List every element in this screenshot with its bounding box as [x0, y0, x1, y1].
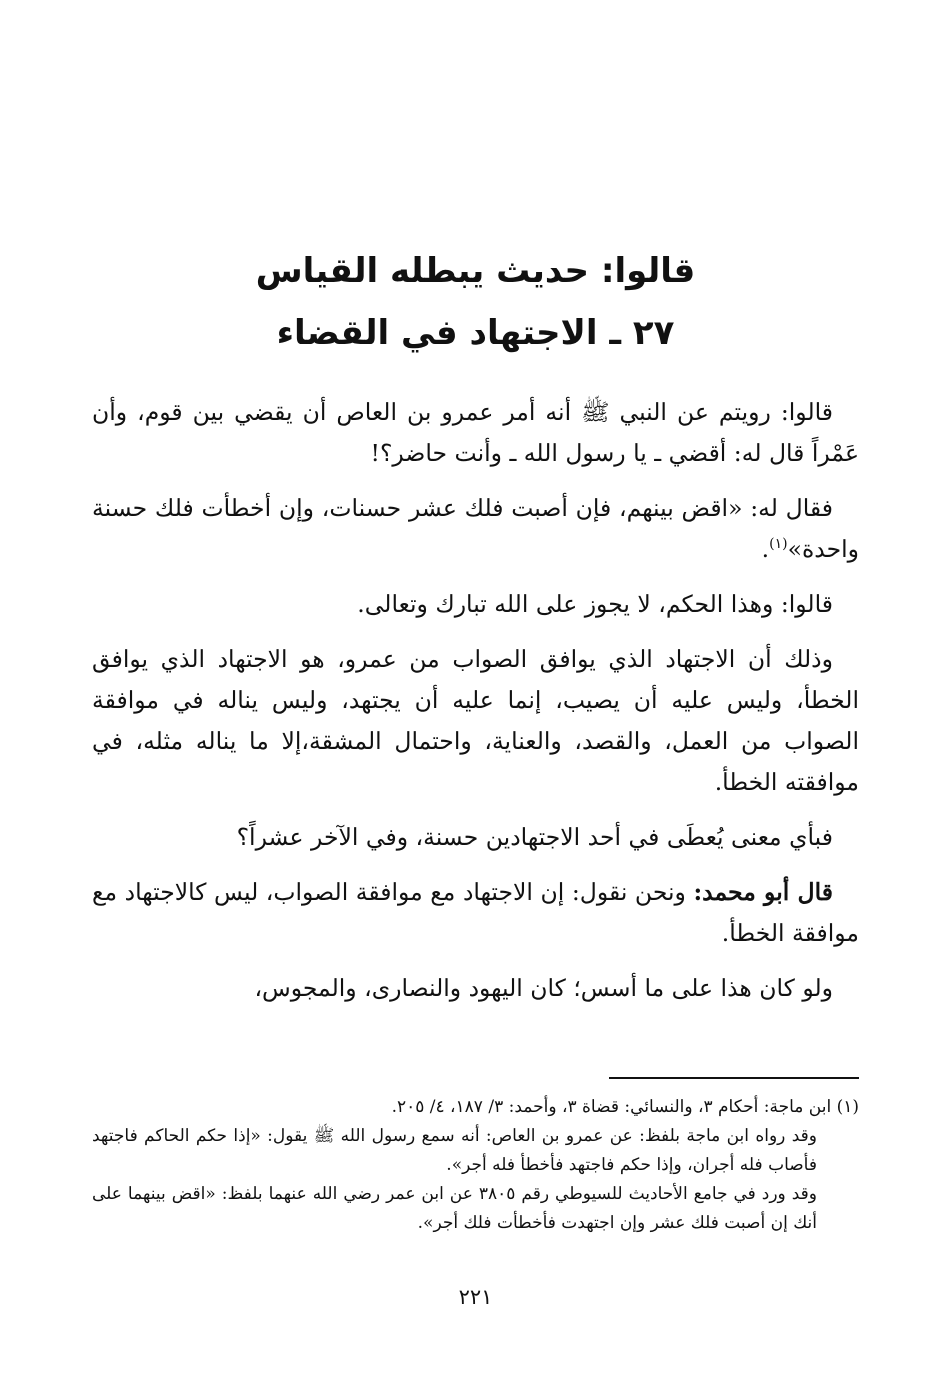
paragraph-2-end: .	[761, 535, 770, 563]
speaker-label: قال أبو محمد:	[693, 878, 833, 906]
paragraph-6	[92, 872, 859, 954]
paragraph-7: ولو كان هذا على ما أسس؛ كان اليهود والنصارى، والمجوس،	[254, 974, 833, 1002]
page-number: ٢٢١	[458, 1285, 493, 1309]
footnotes	[92, 1093, 859, 1238]
body-text	[92, 392, 859, 1023]
footnote-1-continuation-b: وقد ورد في جامع الأحاديث للسيوطي رقم ٣٨٠٥ عن ابن عمر رضي الله عنهما بلفظ: «اقض بينهما على أنك إن أصبت فلك عشر وإن اجتهدت فأخطأت فلك أجر».	[92, 1184, 817, 1233]
headings	[110, 240, 841, 364]
paragraph-2-text: فقال له: «اقض بينهم، فإن أصبت فلك عشر حسنات، وإن أخطأت فلك حسنة واحدة»	[92, 494, 859, 563]
paragraph-4: وذلك أن الاجتهاد الذي يوافق الصواب من عمرو، هو الاجتهاد الذي يوافق الخطأ، وليس عليه أن يصيب، إنما عليه أن يجتهد، وليس يناله في موافقة الصواب من العمل، والقصد، والعناية، واحتمال المشقة،إلا ما يناله مثله، في موافقته الخطأ.	[92, 645, 859, 796]
footnote-1-continuation-a: وقد رواه ابن ماجة بلفظ: عن عمرو بن العاص: أنه سمع رسول الله ﷺ يقول: «إذا حكم الحاكم فاجتهد فأصاب فله أجران، وإذا حكم فاجتهد فأخطأ فله أجر».	[92, 1126, 817, 1175]
footnote-1: (١) ابن ماجة: أحكام ٣، والنسائي: قضاة ٣، وأحمد: ٣/ ١٨٧، ٤/ ٢٠٥.	[391, 1097, 859, 1117]
paragraph-5: فبأي معنى يُعطَى في أحد الاجتهادين حسنة، وفي الآخر عشراً؟	[236, 823, 833, 851]
footnote-reference: (١)	[769, 536, 788, 553]
main-heading: قالوا: حديث يبطله القياس	[255, 251, 696, 291]
paragraph-3: قالوا: وهذا الحكم، لا يجوز على الله تبارك وتعالى.	[357, 590, 833, 618]
paragraph-2	[92, 488, 859, 570]
paragraph-1: قالوا: رويتم عن النبي ﷺ أنه أمر عمرو بن العاص أن يقضي بين قوم، وأن عَمْراً قال له: أقضي ـ يا رسول الله ـ وأنت حاضر؟!	[92, 398, 859, 467]
paragraph-6-text: ونحن نقول: إن الاجتهاد مع موافقة الصواب، ليس كالاجتهاد مع موافقة الخطأ.	[92, 878, 859, 947]
footnote-divider	[609, 1077, 859, 1079]
chapter-heading: ٢٧ ـ الاجتهاد في القضاء	[276, 313, 675, 353]
